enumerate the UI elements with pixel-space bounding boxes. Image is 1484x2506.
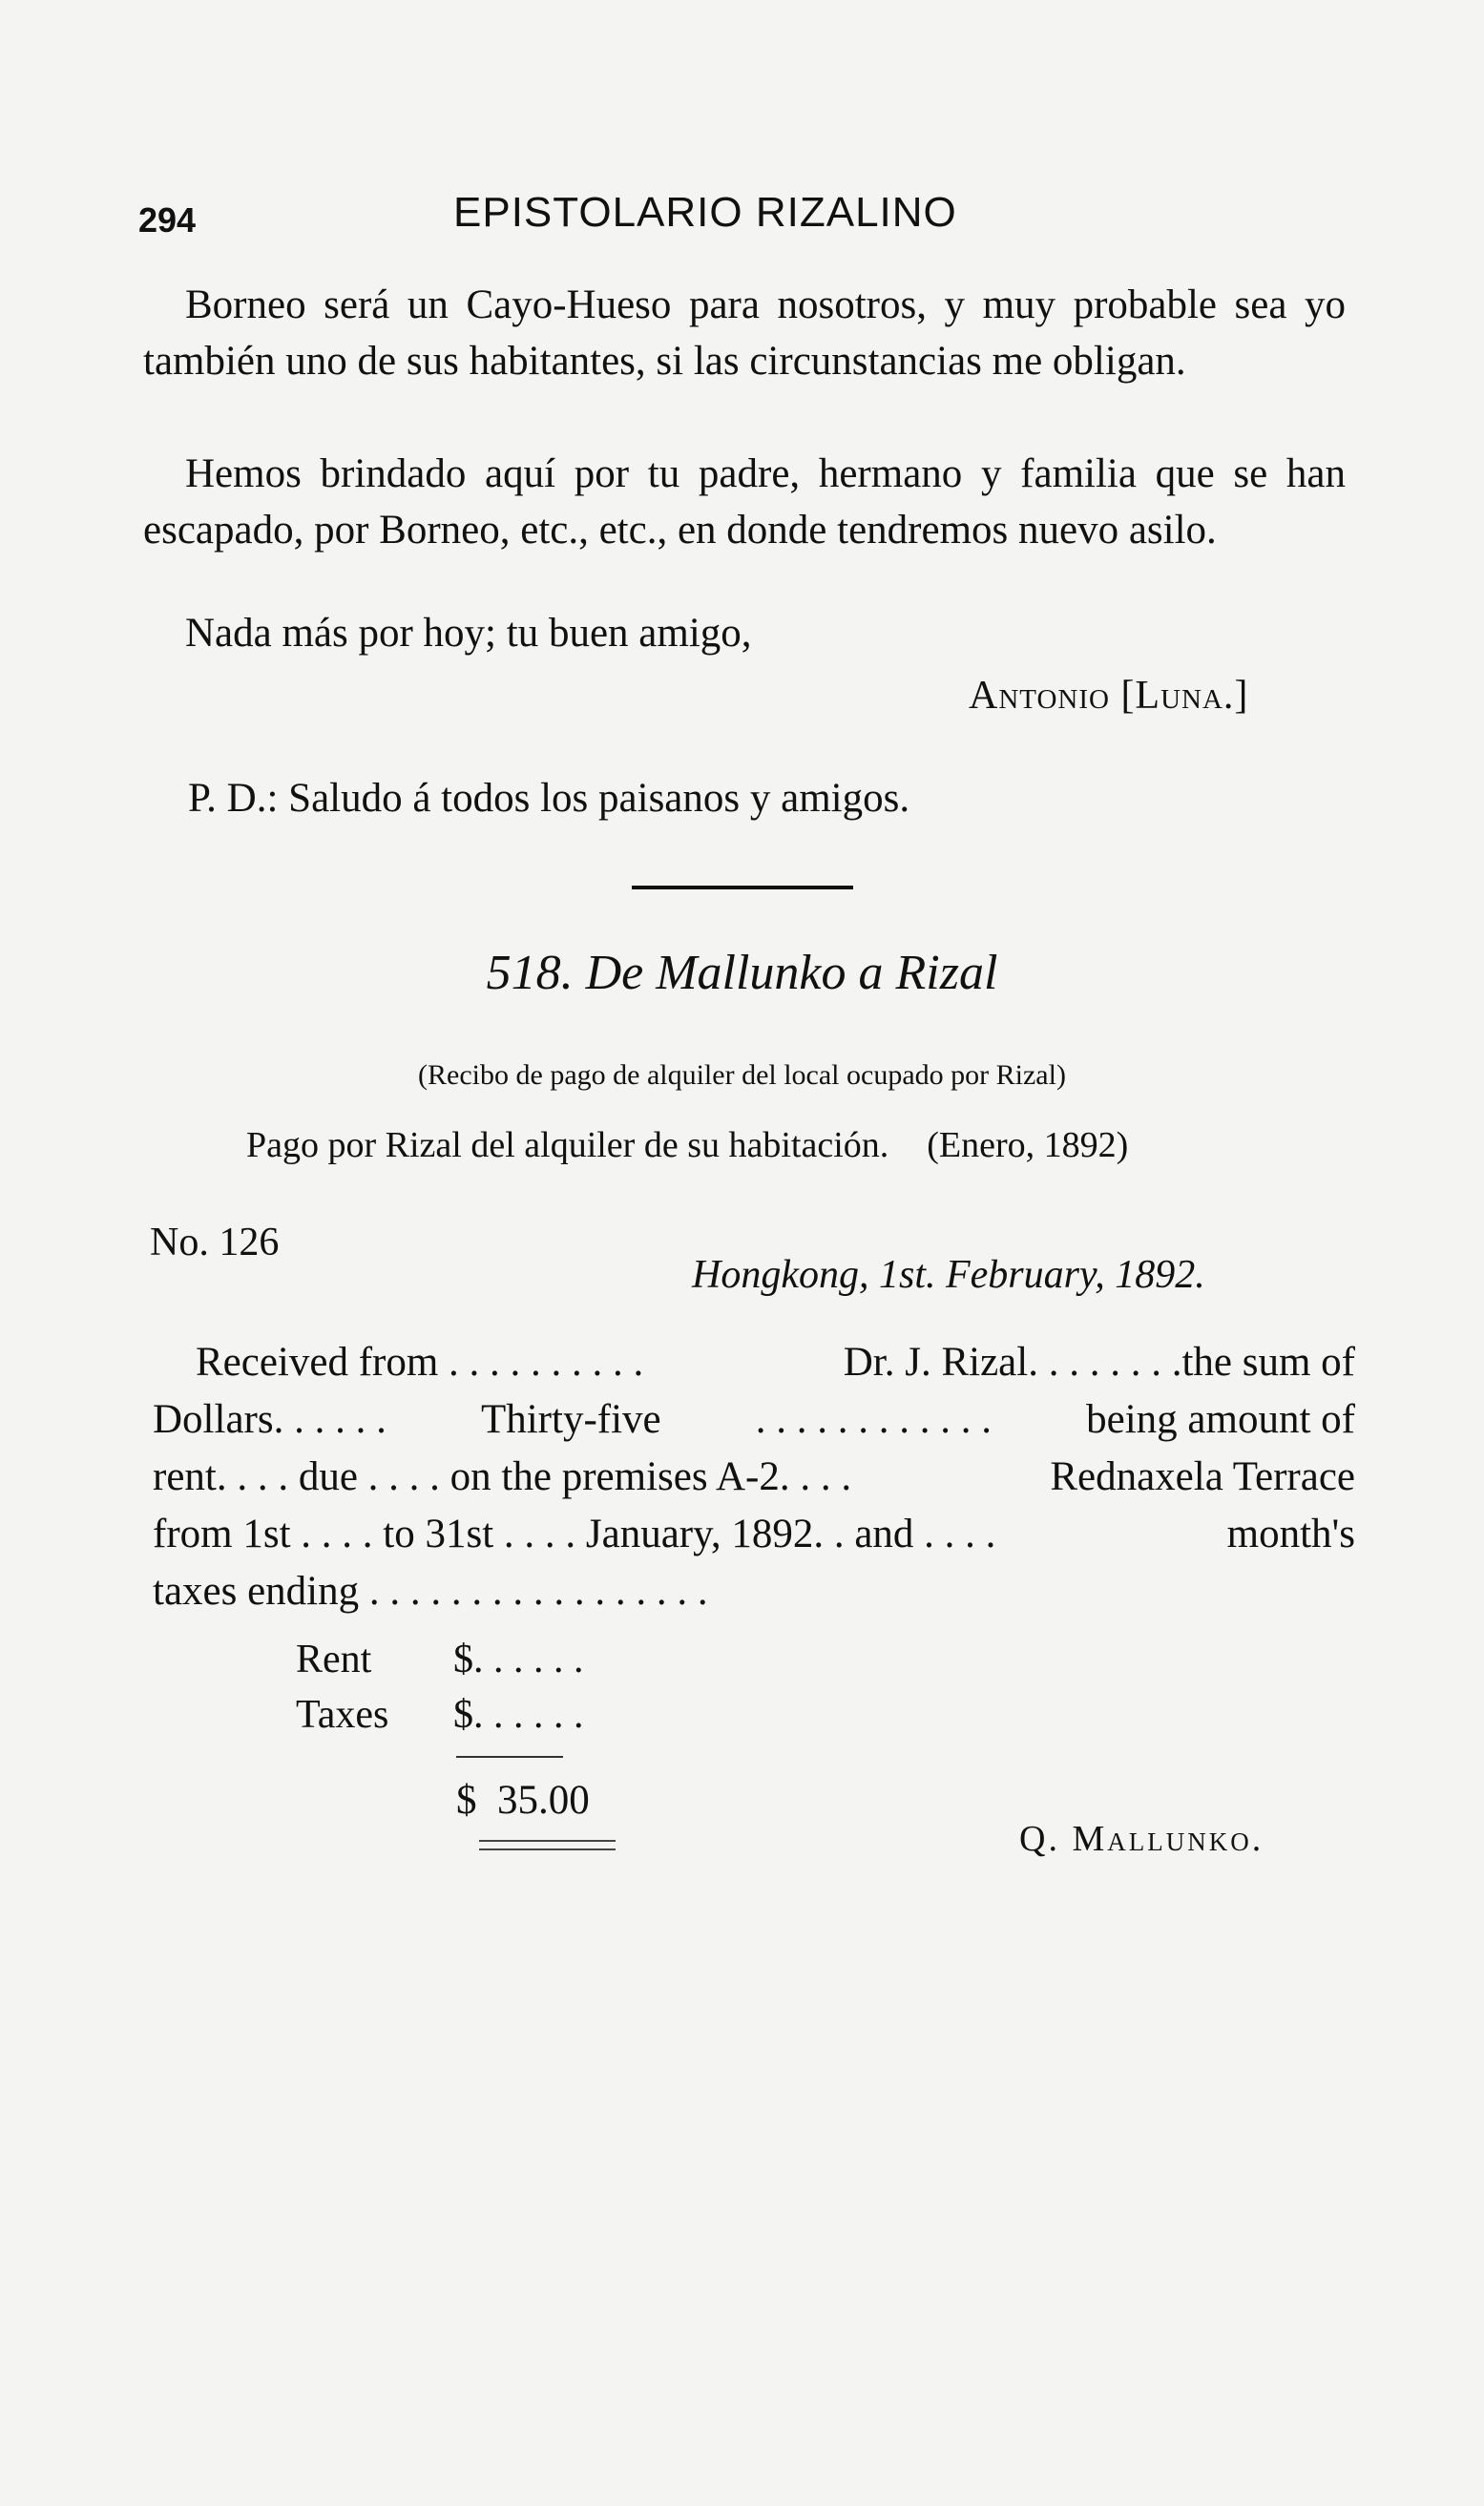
taxes-value: $. . . . . . [453,1693,584,1737]
receipt-line-4 [153,1506,1355,1563]
section-divider [632,886,853,889]
taxes-row [296,1687,584,1743]
page-number: 294 [138,200,197,240]
receipt-amounts [296,1632,584,1743]
receipt-line-1 [153,1334,1355,1391]
receipt-text: Dollars. . . . . . [153,1397,387,1442]
receipt-signer: Q. Mallunko. [1019,1819,1265,1859]
receipt-text: from 1st . . . . to 31st . . . . January, 1892. . and . . . . [153,1512,996,1556]
rent-label: Rent [296,1638,372,1681]
rent-row [296,1632,584,1687]
receipt-text: . . . . . . . . . . . . [755,1397,992,1442]
rent-value: $. . . . . . [453,1638,584,1681]
total-double-rule-bottom [479,1848,616,1850]
summary-date: (Enero, 1892) [927,1125,1129,1165]
receipt-text: rent. . . . due . . . . on the premises A-2. . . . [153,1454,852,1499]
receipt-line-3 [153,1449,1355,1506]
summary-text: Pago por Rizal del alquiler de su habitación. [246,1125,889,1165]
taxes-label: Taxes [296,1693,389,1737]
receipt-total: $ 35.00 [456,1778,590,1823]
total-double-rule-top [479,1840,616,1842]
letter-title: 518. De Mallunko a Rizal [486,946,998,1000]
receipt-text: month's [1226,1512,1355,1556]
postscript: P. D.: Saludo á todos los paisanos y amigos. [188,776,910,821]
running-title: EPISTOLARIO RIZALINO [453,189,957,236]
receipt-line-2 [153,1391,1355,1449]
letter-paragraph-3: Nada más por hoy; tu buen amigo, [185,611,752,656]
receipt-body [153,1334,1355,1620]
letter-subtitle: (Recibo de pago de alquiler del local ocupado por Rizal) [418,1059,1066,1091]
receipt-text: Received from . . . . . . . . . . [196,1340,644,1385]
letter-signature: Antonio [Luna.] [969,674,1249,718]
receipt-line-5 [153,1563,1355,1620]
sum-rule [456,1756,563,1758]
receipt-number: No. 126 [150,1221,280,1264]
receipt-place-date: Hongkong, 1st. February, 1892. [692,1253,1205,1297]
letter-paragraph-2: Hemos brindado aquí por tu padre, hermano y familia que se han escapado, por Borneo, etc., etc., en donde tendremos nuevo asilo. [143,451,1346,553]
receipt-text: Dr. J. Rizal. . . . . . . .the sum of [843,1340,1355,1385]
receipt-text: Thirty-five [480,1397,661,1442]
letter-summary [246,1124,1128,1166]
receipt-text: Rednaxela Terrace [1050,1454,1355,1499]
letter-paragraph-1: Borneo será un Cayo-Hueso para nosotros, y muy probable sea yo también uno de sus habitantes, si las circunstancias me obligan. [143,282,1346,384]
receipt-text: being amount of [1086,1397,1355,1442]
receipt-text: taxes ending . . . . . . . . . . . . . . . . . [153,1569,708,1614]
